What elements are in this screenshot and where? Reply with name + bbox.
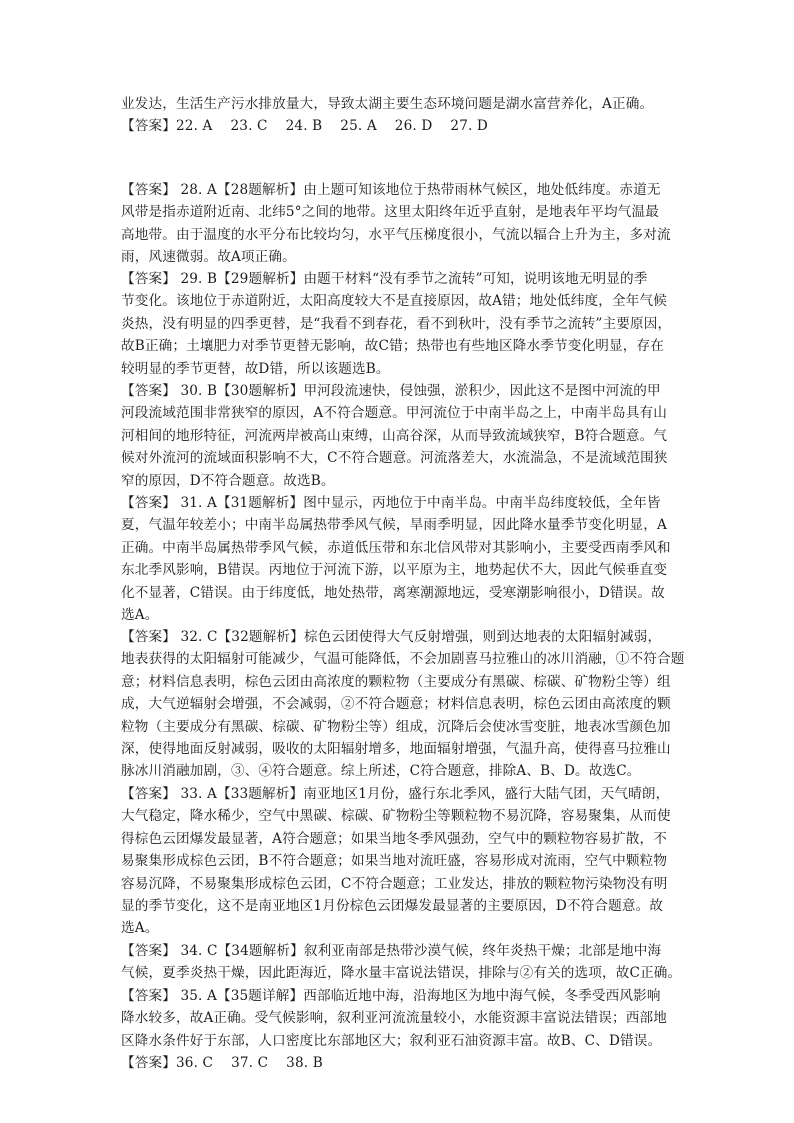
explanation-line: 候对外流河的流域面积影响不大，C不符合题意。河流落差大，水流湍急，不是流域范围狭 [121, 450, 668, 467]
explanation-line: 【答案】 35. A【35题详解】西部临近地中海，沿海地区为地中海气候，冬季受西风影响 [121, 988, 661, 1004]
explanation-33 [121, 783, 681, 940]
explanation-line: 选A。 [121, 607, 159, 624]
explanation-30 [121, 380, 681, 492]
explanation-line: 河段流域范围非常狭窄的原因，A不符合题意。甲河流位于中南半岛之上，中南半岛具有山 [121, 405, 667, 422]
answer-item: 36. C [175, 1055, 214, 1071]
answer-item: 23. C [230, 118, 268, 134]
explanation-line: 节变化。该地位于赤道附近，太阳高度较大不是直接原因，故A错；地处低纬度，全年气候 [121, 293, 667, 310]
explanation-line: 【答案】 33. A【33题解析】南亚地区1月份，盛行东北季风，盛行大陆气团，天气晴朗， [121, 786, 670, 802]
explanation-line: 【答案】 29. B【29题解析】由题干材料“没有季节之流转”可知，说明该地无明显的季 [121, 271, 648, 287]
answer-item: 26. D [394, 118, 433, 134]
explanation-line: 较明显的季节更替，故D错，所以该题选B。 [121, 360, 390, 377]
explanation-line: 【答案】 30. B【30题解析】甲河段流速快，侵蚀强，淤积少，因此这不是图中河流的甲 [121, 383, 661, 399]
explanation-35 [121, 985, 681, 1052]
explanation-line: 【答案】 32. C【32题解析】棕色云团使得大气反射增强，则到达地表的太阳辐射减弱， [121, 629, 662, 645]
explanation-line: 显的季节变化，这不是南亚地区1月份棕色云团爆发最显著的主要原因，D不符合题意。故 [121, 898, 664, 915]
explanation-line: 得棕色云团爆发最显著，A符合题意；如果当地冬季风强劲，空气中的颗粒物容易扩散，不 [121, 830, 667, 847]
explanation-line: 夏，气温年较差小；中南半岛属热带季风气候，旱雨季明显，因此降水量季节变化明显，A [121, 517, 667, 534]
explanation-line: 【答案】 31. A【31题解析】图中显示，丙地位于中南半岛。中南半岛纬度较低，全年皆 [121, 495, 661, 511]
explanation-line: 容易沉降，不易聚集形成棕色云团，C不符合题意；工业发达，排放的颗粒物污染物没有明 [121, 875, 668, 892]
explanation-31 [121, 492, 681, 626]
answer-item: 38. B [286, 1055, 323, 1071]
explanation-line: 降水较多，故A正确。受气候影响，叙利亚河流流量较小，水能资源丰富说法错误；西部地 [121, 1010, 667, 1027]
explanation-line: 大气稳定，降水稀少，空气中黑碳、棕碳、矿物粉尘等颗粒物不易沉降，容易聚集，从而使 [121, 808, 671, 825]
answer-key-36-38 [121, 1052, 681, 1074]
explanation-line: 成，大气逆辐射会增强，不会减弱，②不符合题意；材料信息表明，棕色云团由高浓度的颗 [121, 696, 671, 713]
answer-item: 25. A [340, 118, 377, 134]
explanation-line: 气候，夏季炎热干燥，因此距海近，降水量丰富说法错误，排除与②有关的选项，故C正确。 [121, 965, 682, 982]
explanation-line: 粒物（主要成分有黑碳、棕碳、矿物粉尘等）组成，沉降后会使冰雪变脏，地表冰雪颜色加 [121, 718, 671, 735]
answer-key-22-27 [121, 115, 681, 137]
explanation-line: 意；材料信息表明，棕色云团由高浓度的颗粒物（主要成分有黑碳、棕碳、矿物粉尘等）组 [121, 673, 671, 690]
explanation-line: 东北季风影响，B错误。丙地位于河流下游，以平原为主，地势起伏不大，因此气候垂直变 [121, 562, 668, 579]
explanation-line: 炎热，没有明显的四季更替，是“我看不到春花，看不到秋叶，没有季节之流转”主要原因， [121, 315, 672, 332]
explanation-line: 故B正确；土壤肥力对季节更替无影响，故C错；热带也有些地区降水季节变化明显，存在 [121, 338, 664, 355]
explanation-line: 河相间的地形特征，河流两岸被高山束缚，山高谷深，从而导致流域狭窄，B符合题意。气 [121, 427, 668, 444]
explanation-line: 区降水条件好于东部，人口密度比东部地区大；叙利亚石油资源丰富。故B、C、D错误。 [121, 1032, 662, 1049]
explanation-line: 雨，风速微弱。故A项正确。 [121, 249, 296, 266]
explanation-29 [121, 268, 681, 380]
explanation-line: 窄的原因，D不符合题意。故选B。 [121, 472, 335, 489]
explanation-line: 地表获得的太阳辐射可能减少，气温可能降低，不会加剧喜马拉雅山的冰川消融，①不符合题 [121, 651, 685, 668]
explanation-28 [121, 179, 681, 269]
explanation-32 [121, 626, 685, 783]
explanation-line: 正确。中南半岛属热带季风气候，赤道低压带和东北信风带对其影响小，主要受西南季风和 [121, 539, 671, 556]
intro-line: 业发达，生活生产污水排放量大，导致太湖主要生态环境问题是湖水富营养化，A正确。 [121, 96, 654, 112]
intro-paragraph [121, 93, 681, 115]
explanation-line: 风带是指赤道附近南、北纬5°之间的地带。这里太阳终年近乎直射，是地表年平均气温最 [121, 204, 660, 221]
answer-item: 22. A [175, 118, 213, 134]
answer-key-line [121, 115, 681, 137]
explanation-line: 【答案】 34. C【34题解析】叙利亚南部是热带沙漠气候，终年炎热干燥；北部是地中海 [121, 943, 662, 959]
explanation-line: 深，使得地面反射减弱，吸收的太阳辐射增多，地面辐射增强，气温升高，使得喜马拉雅山 [121, 741, 671, 758]
explanation-line: 选A。 [121, 920, 159, 937]
explanation-line: 脉冰川消融加剧，③、④符合题意。综上所述，C符合题意，排除A、B、D。故选C。 [121, 763, 641, 780]
answer-item: 27. D [450, 118, 488, 134]
explanation-line: 高地带。由于温度的水平分布比较均匀，水平气压梯度很小，气流以辐合上升为主，多对流 [121, 226, 671, 243]
answer-label: 【答案】 [121, 118, 176, 134]
explanation-line: 化不显著，C错误。由于纬度低，地处热带，离寒潮源地远，受寒潮影响很小，D错误。故 [121, 584, 665, 601]
answer-label: 【答案】 [121, 1055, 176, 1071]
answer-item: 37. C [231, 1055, 269, 1071]
answer-item: 24. B [285, 118, 323, 134]
explanation-line: 易聚集形成棕色云团，B不符合题意；如果当地对流旺盛，容易形成对流雨，空气中颗粒物 [121, 853, 668, 870]
explanation-line: 【答案】 28. A【28题解析】由上题可知该地位于热带雨林气候区，地处低纬度。赤道无 [121, 182, 661, 198]
explanation-34 [121, 940, 681, 985]
answer-key-line [121, 1052, 681, 1074]
